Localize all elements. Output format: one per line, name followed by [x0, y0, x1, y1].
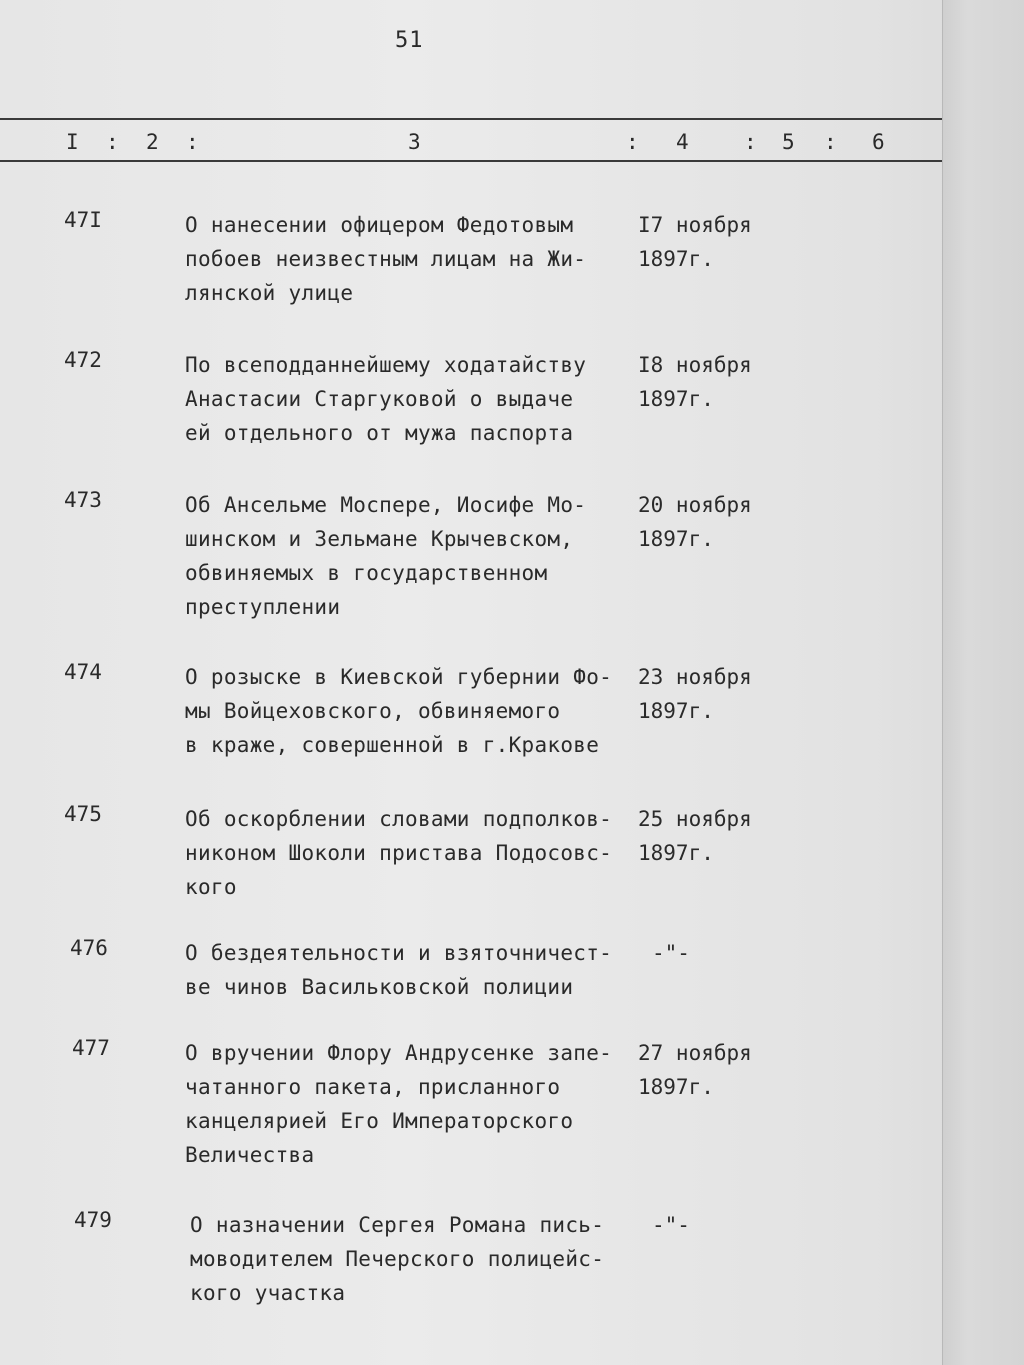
entry-title: Об оскорблении словами подполков- никоном Шоколи пристава Подосовс- кого [185, 807, 613, 899]
column-5-header: 5 [782, 130, 795, 154]
entry-title: Об Ансельме Моспере, Иосифе Мо- шинском и Зельмане Крычевском, обвиняемых в государственном преступлении [185, 493, 587, 619]
entry-title: О бездеятельности и взяточничест- ве чинов Васильковской полиции [185, 941, 613, 999]
entry-date-ditto: -"- [652, 941, 690, 965]
entry-title: По всеподданнейшему ходатайству Анастасии Старгуковой о выдаче ей отдельного от мужа паспорта [185, 353, 587, 445]
column-separator: : [106, 130, 119, 154]
column-separator: : [744, 130, 757, 154]
entry-date: I8 ноября 1897г. [638, 353, 752, 411]
column-separator: : [626, 130, 639, 154]
column-3-header: 3 [408, 130, 421, 154]
entry-date: 25 ноября 1897г. [638, 807, 752, 865]
entry-number: 47I [64, 208, 102, 232]
column-4-header: 4 [676, 130, 689, 154]
column-separator: : [186, 130, 199, 154]
entry-date: 27 ноября 1897г. [638, 1041, 752, 1099]
column-2-header: 2 [146, 130, 159, 154]
entry-title: О нанесении офицером Федотовым побоев неизвестным лицам на Жи- лянской улице [185, 213, 587, 305]
entry-title: О вручении Флору Андрусенке запе- чатанного пакета, присланного канцелярией Его Императорского Величества [185, 1041, 613, 1167]
entry-number: 479 [74, 1208, 112, 1232]
entry-number: 472 [64, 348, 102, 372]
entry-title: О розыске в Киевской губернии Фо- мы Войцеховского, обвиняемого в краже, совершенной в г.Кракове [185, 665, 613, 757]
entry-number: 473 [64, 488, 102, 512]
entry-number: 475 [64, 802, 102, 826]
page-number: 51 [395, 28, 424, 53]
header-bottom-rule [0, 160, 942, 162]
entry-date: I7 ноября 1897г. [638, 213, 752, 271]
header-top-rule [0, 118, 942, 120]
column-1-header: I [66, 130, 79, 154]
column-separator: : [824, 130, 837, 154]
entry-date-ditto: -"- [652, 1213, 690, 1237]
entry-date: 20 ноября 1897г. [638, 493, 752, 551]
underlying-page-edge [942, 0, 1024, 1365]
entry-title: О назначении Сергея Романа пись- моводителем Печерского полицейс- кого участка [190, 1213, 605, 1305]
entry-date: 23 ноября 1897г. [638, 665, 752, 723]
entry-number: 474 [64, 660, 102, 684]
entry-number: 477 [72, 1036, 110, 1060]
column-6-header: 6 [872, 130, 885, 154]
entry-number: 476 [70, 936, 108, 960]
